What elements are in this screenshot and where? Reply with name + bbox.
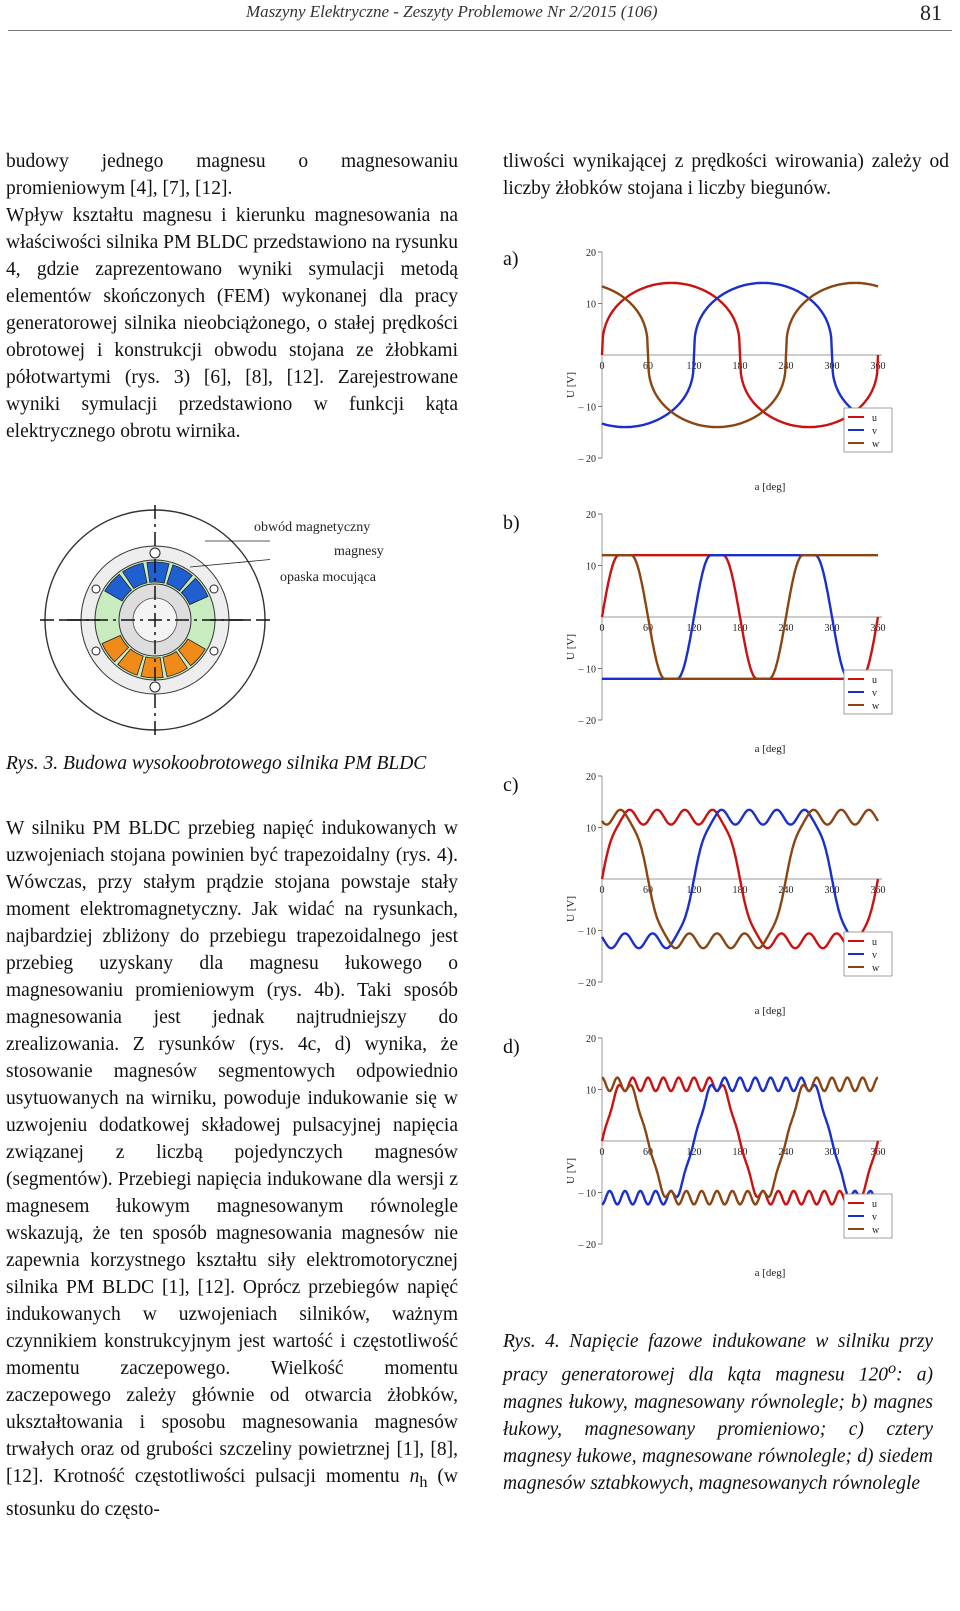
x-tick-label: 300 — [824, 361, 840, 372]
x-tick-label: 300 — [824, 885, 840, 896]
x-tick-label: 120 — [686, 1147, 702, 1158]
paragraph: W silniku PM BLDC przebieg napięć indukowanych w uzwojeniach stojana powinien być trapezoidalny (rys. 4). Wówczas, przy stałym prądzie stojana powstaje stały moment elektromagnetyczny. Jak widać na rysunkach, najbardziej zbliżony do przebiegu trapezoidalnego jest przebieg uzyskany dla magnesu łukowego o magnesowaniu promieniowym (rys. 4b). Taki sposób magnesowania jest jednak najtrudniejszy do zrealizowania. Z rysunków (rys. 4c, d) wynika, że stosowanie magnesów segmentowych odpowiednio usytuowanych na wirniku, powoduje indukowanie się w uzwojeniu dodatkowej składowej pulsacyjnej napięcia związanej z liczbą pojedynczych magnesów (segmentów). Przebiegi napięcia indukowane dla wersji z magnesem łukowym magnesowanym równolegle wskazują, że ten sposób magnesowania magnesów nie zapewnia korzystnego kształtu siły elektromotorycznej silnika PM BLDC [1], [12]. Oprócz przebiegów napięć indukowanych w uzwojeniach silników, ważnym czynnikiem konstrukcyjnym jest wartość i częstotliwość momentu zaczepowego. Wielkość momentu zaczepowego zależy głównie od otwarcia żłobków, ukształtowania i sposobu magnesowania magnesów trwałych oraz od grubości szczeliny powietrznej [1], [8], [12]. Krotność częstotliwości pulsacji momentu $n_h$ (w stosunku do często- — [6, 818, 458, 1520]
x-tick-label: 240 — [778, 361, 794, 372]
y-tick-label: – 10 — [578, 402, 596, 414]
y-tick-label: – 10 — [578, 664, 596, 676]
y-tick-label: 20 — [586, 248, 596, 259]
y-tick-label: – 10 — [578, 1188, 596, 1200]
chart-a — [548, 248, 948, 506]
figure3-caption: Rys. 3. Budowa wysokoobrotowego silnika PM BLDC — [6, 753, 427, 774]
label-retaining-band: opaska mocująca — [280, 570, 377, 585]
y-tick-label: – 20 — [578, 716, 596, 727]
legend-label-w: w — [872, 1225, 880, 1236]
x-tick-label: 300 — [824, 1147, 840, 1158]
y-tick-label: 10 — [586, 561, 596, 573]
x-axis-label: a [deg] — [754, 743, 786, 755]
x-tick-label: 360 — [870, 885, 886, 896]
y-tick-label: 20 — [586, 772, 596, 783]
x-tick-label: 240 — [778, 885, 794, 896]
chart-c — [548, 772, 948, 1030]
page-header — [0, 0, 960, 30]
figure4-caption: Rys. 4. Napięcie fazowe indukowane w silniku przy pracy generatorowej dla kąta magnesu 120$^o$: a) magnes łukowy, magnesowany równolegle; b) magnes łukowy, magnesowany promieniowo; c) cztery magnesy łukowe, magnesowane równolegle; d) siedem magnesów sztabkowych, magnesowanych równolegle — [503, 1331, 933, 1494]
x-tick-label: 60 — [643, 885, 653, 896]
paragraph: Wpływ kształtu magnesu i kierunku magnesowania na właściwości silnika PM BLDC przedstawiono na rysunku 4, gdzie zaprezentowano wyniki symulacji metodą elementów skończonych (FEM) wykonanej dla pracy generatorowej silnika nieobciążonego, o stałej prędkości obrotowej i konstrukcji obwodu stojana ze żłobkami półotwartymi (rys. 3) [6], [8], [12]. Zarejestrowane wyniki symulacji przedstawiono w funkcji kąta elektrycznego obrotu wirnika. — [6, 205, 458, 442]
legend-label-w: w — [872, 963, 880, 974]
journal-title: Maszyny Elektryczne - Zeszyty Problemowe Nr 2/2015 (106) — [246, 2, 658, 21]
x-tick-label: 60 — [643, 1147, 653, 1158]
y-axis-label: U [V] — [565, 372, 577, 398]
x-axis-label: a [deg] — [754, 481, 786, 493]
y-tick-label: 10 — [586, 1085, 596, 1097]
x-tick-label: 180 — [732, 1147, 748, 1158]
right-column-top — [503, 148, 949, 202]
panel-label-a: a) — [503, 248, 519, 270]
y-tick-label: 10 — [586, 299, 596, 311]
panel-label-c: c) — [503, 774, 519, 796]
x-tick-label: 60 — [643, 361, 653, 372]
x-tick-label: 0 — [599, 885, 605, 896]
panel-label-b: b) — [503, 512, 520, 534]
x-tick-label: 0 — [599, 623, 605, 634]
y-tick-label: – 20 — [578, 454, 596, 465]
y-axis-label: U [V] — [565, 896, 577, 922]
left-column-top — [6, 148, 458, 445]
legend-label-v: v — [872, 426, 877, 437]
legend-label-u: u — [872, 937, 877, 948]
header-rule — [8, 30, 952, 31]
x-tick-label: 180 — [732, 623, 748, 634]
page-number: 81 — [920, 0, 942, 25]
legend-label-u: u — [872, 1199, 877, 1210]
y-tick-label: – 20 — [578, 1240, 596, 1251]
x-tick-label: 120 — [686, 361, 702, 372]
legend-label-u: u — [872, 675, 877, 686]
legend-label-u: u — [872, 413, 877, 424]
x-tick-label: 180 — [732, 885, 748, 896]
paragraph: tliwości wynikającej z prędkości wirowania) zależy od liczby żłobków stojana i liczby biegunów. — [503, 151, 949, 199]
y-tick-label: 10 — [586, 823, 596, 835]
chart-b — [548, 510, 948, 768]
panel-label-d: d) — [503, 1036, 520, 1058]
x-tick-label: 120 — [686, 885, 702, 896]
x-tick-label: 240 — [778, 623, 794, 634]
x-tick-label: 360 — [870, 623, 886, 634]
x-tick-label: 240 — [778, 1147, 794, 1158]
paragraph: budowy jednego magnesu o magnesowaniu promieniowym [4], [7], [12]. — [6, 151, 458, 199]
y-tick-label: 20 — [586, 510, 596, 521]
legend-label-w: w — [872, 439, 880, 450]
x-tick-label: 120 — [686, 623, 702, 634]
x-tick-label: 360 — [870, 361, 886, 372]
left-column-bottom — [6, 815, 458, 1523]
x-tick-label: 60 — [643, 623, 653, 634]
y-axis-label: U [V] — [565, 634, 577, 660]
legend-label-v: v — [872, 1212, 877, 1223]
legend-label-v: v — [872, 950, 877, 961]
chart-d — [548, 1034, 948, 1292]
legend-label-w: w — [872, 701, 880, 712]
label-magnetic-circuit: obwód magnetyczny — [254, 520, 371, 535]
y-tick-label: 20 — [586, 1034, 596, 1045]
x-tick-label: 0 — [599, 361, 605, 372]
y-tick-label: – 10 — [578, 926, 596, 938]
legend-label-v: v — [872, 688, 877, 699]
y-tick-label: – 20 — [578, 978, 596, 989]
rotor-cross-section — [40, 505, 270, 735]
x-axis-label: a [deg] — [754, 1005, 786, 1017]
label-magnets: magnesy — [334, 544, 384, 559]
x-tick-label: 360 — [870, 1147, 886, 1158]
x-tick-label: 300 — [824, 623, 840, 634]
x-tick-label: 0 — [599, 1147, 605, 1158]
x-tick-label: 180 — [732, 361, 748, 372]
y-axis-label: U [V] — [565, 1158, 577, 1184]
x-axis-label: a [deg] — [754, 1267, 786, 1279]
